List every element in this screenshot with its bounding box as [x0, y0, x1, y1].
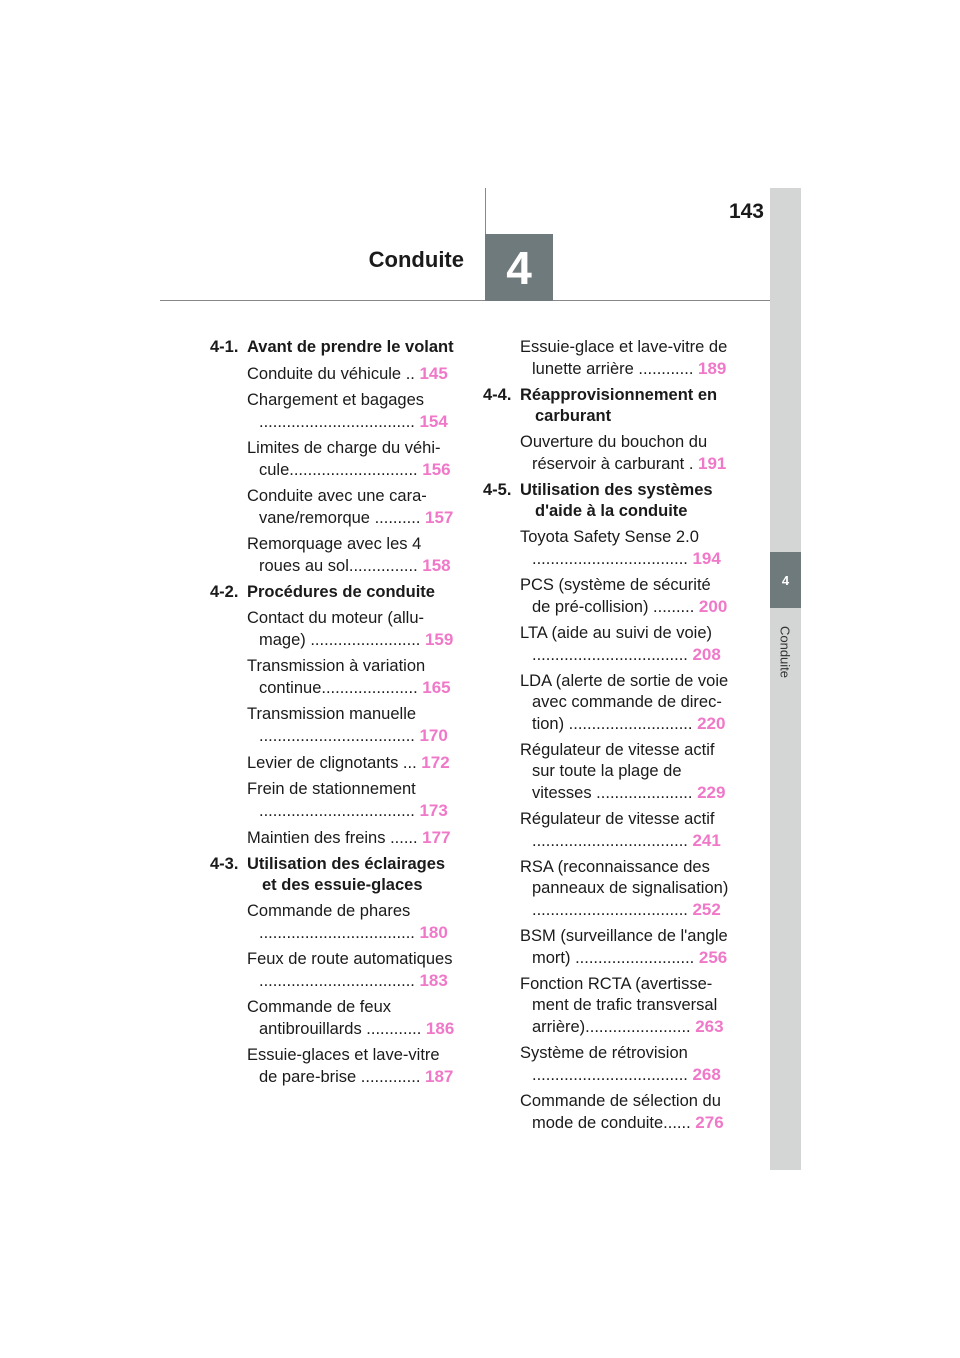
page-link[interactable]: 276 — [695, 1113, 724, 1132]
toc-entry[interactable]: Transmission à variation continue..................... 165 — [247, 657, 451, 697]
section-number: 4-5. — [483, 481, 512, 499]
page-link[interactable]: 186 — [425, 1019, 455, 1038]
header-horizontal-rule — [160, 300, 770, 301]
page-link[interactable]: 170 — [419, 726, 448, 745]
section-number: 4-2. — [210, 583, 239, 601]
toc-entry[interactable]: Essuie-glaces et lave-vitre de pare-brise ............. 187 — [247, 1046, 454, 1086]
page-link[interactable]: 252 — [692, 900, 721, 919]
toc-entry[interactable]: Transmission manuelle .................................. 170 — [247, 705, 448, 745]
page-link[interactable]: 156 — [422, 460, 451, 479]
side-tab — [770, 188, 801, 1170]
page-link[interactable]: 180 — [419, 923, 448, 942]
side-tab-label: Conduite — [777, 625, 793, 679]
toc-entry[interactable]: Fonction RCTA (avertisse- ment de trafic transversal arrière)....................... 263 — [520, 975, 724, 1036]
page-link[interactable]: 229 — [697, 783, 726, 802]
toc-entry[interactable]: LTA (aide au suivi de voie) .................................. 208 — [520, 624, 721, 664]
page-link[interactable]: 200 — [698, 597, 728, 616]
toc-entry[interactable]: Régulateur de vitesse actif .................................. 241 — [520, 810, 721, 850]
toc-entry[interactable]: Feux de route automatiques .................................. 183 — [247, 950, 453, 990]
toc-entry[interactable]: Commande de sélection du mode de conduite...... 276 — [520, 1092, 724, 1132]
page-link[interactable]: 191 — [698, 454, 727, 473]
section-title: Procédures de conduite — [247, 583, 435, 601]
toc-entry[interactable]: Contact du moteur (allu- mage) ........................ 159 — [247, 609, 454, 649]
toc-entry[interactable]: PCS (système de sécurité de pré-collision) ......... 200 — [520, 576, 728, 616]
toc-entry[interactable]: Limites de charge du véhi- cule............................ 156 — [247, 439, 451, 479]
page-link[interactable]: 172 — [421, 753, 450, 772]
toc-entry[interactable]: Remorquage avec les 4 roues au sol............... 158 — [247, 535, 451, 575]
toc-entry[interactable]: Conduite du véhicule .. 145 — [247, 364, 448, 383]
toc-entry[interactable]: Commande de phares .................................. 180 — [247, 902, 448, 942]
header-vertical-rule — [485, 188, 486, 234]
page-link[interactable]: 165 — [422, 678, 451, 697]
page-link[interactable]: 177 — [422, 828, 451, 847]
toc-right-column — [483, 337, 731, 1139]
toc-entry[interactable]: RSA (reconnaissance des panneaux de signalisation) .................................. 252 — [520, 858, 729, 919]
section-heading — [483, 480, 731, 522]
page-link[interactable]: 145 — [419, 364, 448, 383]
section-heading — [483, 385, 731, 427]
toc-entry[interactable]: Régulateur de vitesse actif sur toute la plage de vitesses ..................... 229 — [520, 741, 726, 802]
toc-entry[interactable]: Maintien des freins ...... 177 — [247, 828, 451, 847]
section-number: 4-3. — [210, 855, 239, 873]
section-title: Avant de prendre le volant — [247, 338, 454, 356]
page-number: 143 — [728, 200, 764, 223]
side-tab-number[interactable]: 4 — [770, 552, 801, 608]
toc-entry[interactable]: Conduite avec une cara- vane/remorque .......... 157 — [247, 487, 454, 527]
chapter-number-box: 4 — [485, 234, 553, 301]
page-link[interactable]: 154 — [419, 412, 448, 431]
section-heading — [210, 854, 462, 896]
page-link[interactable]: 208 — [692, 645, 721, 664]
toc-entry[interactable]: BSM (surveillance de l'angle mort) .......................... 256 — [520, 927, 728, 967]
section-title: Utilisation des éclairages et des essuie-glaces — [247, 855, 446, 894]
toc-entry[interactable]: Essuie-glace et lave-vitre de lunette arrière ............ 189 — [520, 338, 728, 378]
toc-entry[interactable]: LDA (alerte de sortie de voie avec commande de direc- tion) ........................... 220 — [520, 672, 729, 733]
page-link[interactable]: 194 — [692, 549, 721, 568]
toc-entry[interactable]: Commande de feux antibrouillards ............ 186 — [247, 998, 455, 1038]
toc-left-column — [210, 337, 462, 1093]
chapter-title: Conduite — [368, 247, 464, 272]
page-link[interactable]: 263 — [695, 1017, 724, 1036]
page-link[interactable]: 187 — [425, 1067, 454, 1086]
page-link[interactable]: 241 — [692, 831, 721, 850]
page-link[interactable]: 183 — [419, 971, 448, 990]
page-link[interactable]: 268 — [692, 1065, 721, 1084]
page-link[interactable]: 256 — [698, 948, 728, 967]
toc-entry[interactable]: Toyota Safety Sense 2.0 .................................. 194 — [520, 528, 721, 568]
toc-entry[interactable]: Ouverture du bouchon du réservoir à carburant . 191 — [520, 433, 727, 473]
toc-entry[interactable]: Chargement et bagages .................................. 154 — [247, 391, 448, 431]
page-link[interactable]: 159 — [424, 630, 454, 649]
page-link[interactable]: 158 — [422, 556, 451, 575]
page-link[interactable]: 173 — [419, 801, 448, 820]
section-title: Réapprovisionnement en carburant — [520, 386, 718, 425]
page-link[interactable]: 220 — [697, 714, 726, 733]
page-link[interactable]: 189 — [698, 359, 727, 378]
page-link[interactable]: 157 — [425, 508, 454, 527]
toc-entry[interactable]: Levier de clignotants ... 172 — [247, 753, 450, 772]
toc-entry[interactable]: Système de rétrovision .................................. 268 — [520, 1044, 721, 1084]
section-number: 4-1. — [210, 338, 239, 356]
section-heading — [210, 582, 462, 603]
toc-entry[interactable]: Frein de stationnement .................................. 173 — [247, 780, 448, 820]
section-number: 4-4. — [483, 386, 512, 404]
section-title: Utilisation des systèmes d'aide à la conduite — [520, 481, 713, 520]
section-heading — [210, 337, 462, 358]
